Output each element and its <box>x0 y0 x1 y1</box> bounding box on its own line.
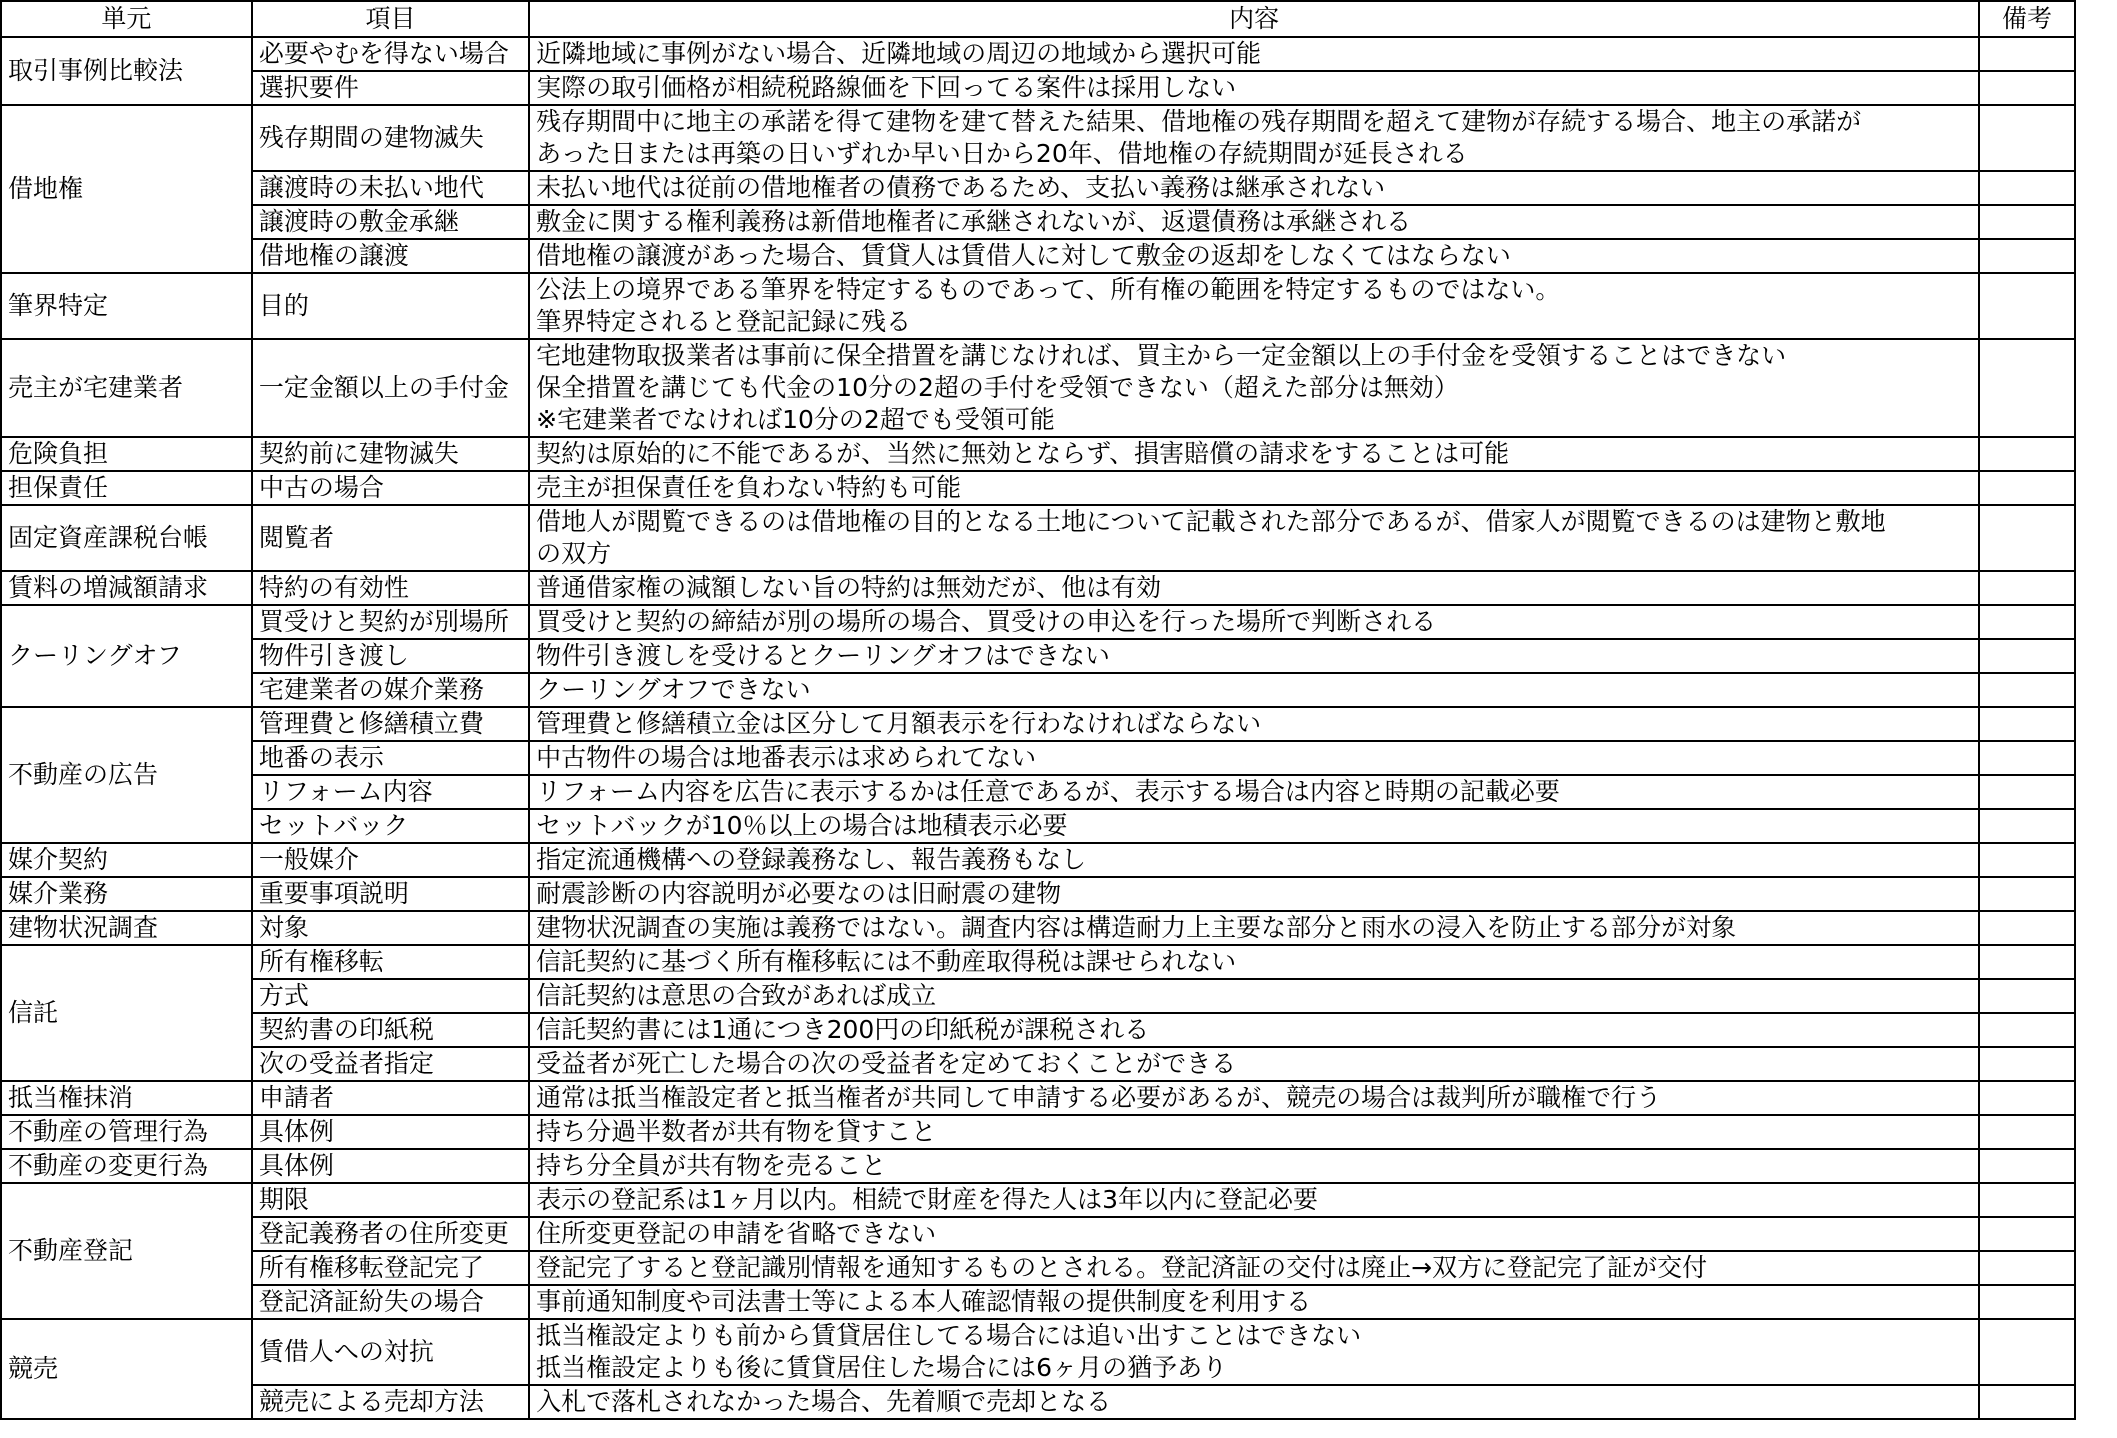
table-row <box>1 707 2075 741</box>
content-cell <box>529 1013 1979 1047</box>
note-cell <box>1979 1251 2075 1285</box>
table-row <box>1 571 2075 605</box>
unit-cell: 建物状況調査 <box>1 911 252 945</box>
item-cell: 買受けと契約が別場所 <box>252 605 529 639</box>
note-cell <box>1979 239 2075 273</box>
table-row <box>1 605 2075 639</box>
note-cell <box>1979 741 2075 775</box>
content-cell <box>529 71 1979 105</box>
header-unit: 単元 <box>1 1 252 37</box>
table-row <box>1 471 2075 505</box>
table-row <box>1 1285 2075 1319</box>
table-row <box>1 239 2075 273</box>
item-cell: 登記義務者の住所変更 <box>252 1217 529 1251</box>
item-cell: 一定金額以上の手付金 <box>252 339 529 437</box>
note-cell <box>1979 707 2075 741</box>
table-row <box>1 1081 2075 1115</box>
table-row <box>1 1251 2075 1285</box>
content-line: 残存期間中に地主の承諾を得て建物を建て替えた結果、借地権の残存期間を超えて建物が存続する場合、地主の承諾が <box>536 107 1862 136</box>
note-cell <box>1979 1385 2075 1419</box>
note-cell <box>1979 273 2075 339</box>
item-cell: 借地権の譲渡 <box>252 239 529 273</box>
content-cell <box>529 1385 1979 1419</box>
item-cell: 所有権移転登記完了 <box>252 1251 529 1285</box>
note-cell <box>1979 1149 2075 1183</box>
content-cell <box>529 605 1979 639</box>
unit-cell: 媒介業務 <box>1 877 252 911</box>
content-line: 中古物件の場合は地番表示は求められてない <box>536 743 1037 772</box>
content-cell <box>529 571 1979 605</box>
item-cell: 契約前に建物滅失 <box>252 437 529 471</box>
content-line: 物件引き渡しを受けるとクーリングオフはできない <box>536 641 1110 670</box>
item-cell: 管理費と修繕積立費 <box>252 707 529 741</box>
item-cell: 賃借人への対抗 <box>252 1319 529 1385</box>
content-line: あった日または再築の日いずれか早い日から20年、借地権の存続期間が延長される <box>536 139 1468 168</box>
unit-cell: 危険負担 <box>1 437 252 471</box>
table-body <box>1 37 2075 1419</box>
item-cell: 競売による売却方法 <box>252 1385 529 1419</box>
content-line: 抵当権設定よりも前から賃貸居住してる場合には追い出すことはできない <box>536 1321 1362 1350</box>
item-cell: 所有権移転 <box>252 945 529 979</box>
content-cell <box>529 437 1979 471</box>
content-line: 管理費と修繕積立金は区分して月額表示を行わなければならない <box>536 709 1262 738</box>
content-line: 登記完了すると登記識別情報を通知するものとされる。登記済証の交付は廃止→双方に登記完了証が交付 <box>536 1253 1708 1282</box>
note-cell <box>1979 605 2075 639</box>
content-line: 実際の取引価格が相続税路線価を下回ってる案件は採用しない <box>536 73 1237 102</box>
table-row <box>1 205 2075 239</box>
table-row <box>1 1385 2075 1419</box>
content-line: 事前通知制度や司法書士等による本人確認情報の提供制度を利用する <box>536 1287 1312 1316</box>
unit-cell: 信託 <box>1 945 252 1081</box>
table-row <box>1 105 2075 171</box>
table-row <box>1 171 2075 205</box>
content-line: 信託契約書には1通につき200円の印紙税が課税される <box>536 1015 1150 1044</box>
content-line: 信託契約に基づく所有権移転には不動産取得税は課せられない <box>536 947 1237 976</box>
item-cell: 宅建業者の媒介業務 <box>252 673 529 707</box>
note-cell <box>1979 1047 2075 1081</box>
item-cell: 方式 <box>252 979 529 1013</box>
content-line: の双方 <box>536 539 612 568</box>
content-cell <box>529 945 1979 979</box>
content-line: 表示の登記系は1ヶ月以内。相続で財産を得た人は3年以内に登記必要 <box>536 1185 1318 1214</box>
unit-cell: 賃料の増減額請求 <box>1 571 252 605</box>
note-cell <box>1979 877 2075 911</box>
content-line: 敷金に関する権利義務は新借地権者に承継されないが、返還債務は承継される <box>536 207 1412 236</box>
table-row <box>1 1183 2075 1217</box>
note-cell <box>1979 945 2075 979</box>
table-row <box>1 437 2075 471</box>
content-line: 未払い地代は従前の借地権者の債務であるため、支払い義務は継承されない <box>536 173 1386 202</box>
content-cell <box>529 911 1979 945</box>
content-cell <box>529 1081 1979 1115</box>
item-cell: 具体例 <box>252 1149 529 1183</box>
item-cell: 譲渡時の未払い地代 <box>252 171 529 205</box>
table-row <box>1 843 2075 877</box>
note-cell <box>1979 1217 2075 1251</box>
content-cell <box>529 1183 1979 1217</box>
table-row <box>1 1115 2075 1149</box>
item-cell: 期限 <box>252 1183 529 1217</box>
note-cell <box>1979 171 2075 205</box>
content-line: クーリングオフできない <box>536 675 811 704</box>
content-cell <box>529 809 1979 843</box>
header-row <box>1 1 2075 37</box>
content-line: 通常は抵当権設定者と抵当権者が共同して申請する必要があるが、競売の場合は裁判所が職権で行う <box>536 1083 1662 1112</box>
note-cell <box>1979 1285 2075 1319</box>
item-cell: 特約の有効性 <box>252 571 529 605</box>
table-row <box>1 673 2075 707</box>
header-item: 項目 <box>252 1 529 37</box>
table-row <box>1 1149 2075 1183</box>
table-row <box>1 911 2075 945</box>
note-cell <box>1979 775 2075 809</box>
content-cell <box>529 1251 1979 1285</box>
content-cell <box>529 1047 1979 1081</box>
table-row <box>1 1013 2075 1047</box>
note-cell <box>1979 1319 2075 1385</box>
note-cell <box>1979 571 2075 605</box>
unit-cell: 不動産の変更行為 <box>1 1149 252 1183</box>
content-line: 契約は原始的に不能であるが、当然に無効とならず、損害賠償の請求をすることは可能 <box>536 439 1510 468</box>
unit-cell: 固定資産課税台帳 <box>1 505 252 571</box>
unit-cell: 競売 <box>1 1319 252 1419</box>
content-line: 買受けと契約の締結が別の場所の場合、買受けの申込を行った場所で判断される <box>536 607 1437 636</box>
item-cell: 契約書の印紙税 <box>252 1013 529 1047</box>
table-row <box>1 741 2075 775</box>
unit-cell: クーリングオフ <box>1 605 252 707</box>
note-cell <box>1979 1115 2075 1149</box>
content-line: 持ち分過半数者が共有物を貸すこと <box>536 1117 937 1146</box>
content-line: セットバックが10％以上の場合は地積表示必要 <box>536 811 1068 840</box>
header-note: 備考 <box>1979 1 2075 37</box>
item-cell: 重要事項説明 <box>252 877 529 911</box>
item-cell: 申請者 <box>252 1081 529 1115</box>
table-row <box>1 71 2075 105</box>
note-cell <box>1979 1013 2075 1047</box>
unit-cell: 不動産の管理行為 <box>1 1115 252 1149</box>
content-line: 信託契約は意思の合致があれば成立 <box>536 981 937 1010</box>
item-cell: 目的 <box>252 273 529 339</box>
note-cell <box>1979 911 2075 945</box>
unit-cell: 抵当権抹消 <box>1 1081 252 1115</box>
item-cell: 一般媒介 <box>252 843 529 877</box>
content-line: 建物状況調査の実施は義務ではない。調査内容は構造耐力上主要な部分と雨水の浸入を防止する部分が対象 <box>536 913 1737 942</box>
note-cell <box>1979 809 2075 843</box>
note-cell <box>1979 639 2075 673</box>
content-cell <box>529 339 1979 437</box>
item-cell: 閲覧者 <box>252 505 529 571</box>
item-cell: 必要やむを得ない場合 <box>252 37 529 71</box>
item-cell: 中古の場合 <box>252 471 529 505</box>
content-cell <box>529 1319 1979 1385</box>
note-cell <box>1979 71 2075 105</box>
unit-cell: 借地権 <box>1 105 252 273</box>
content-line: 宅地建物取扱業者は事前に保全措置を講じなければ、買主から一定金額以上の手付金を受領することはできない <box>536 341 1787 370</box>
content-line: 保全措置を講じても代金の10分の2超の手付を受領できない（超えた部分は無効） <box>536 373 1459 402</box>
item-cell: 登記済証紛失の場合 <box>252 1285 529 1319</box>
content-line: ※宅建業者でなければ10分の2超でも受領可能 <box>536 405 1055 434</box>
table-row <box>1 945 2075 979</box>
content-cell <box>529 471 1979 505</box>
content-cell <box>529 1115 1979 1149</box>
unit-cell: 担保責任 <box>1 471 252 505</box>
unit-cell: 売主が宅建業者 <box>1 339 252 437</box>
content-cell <box>529 273 1979 339</box>
content-cell <box>529 37 1979 71</box>
note-cell <box>1979 979 2075 1013</box>
table-row <box>1 979 2075 1013</box>
note-cell <box>1979 437 2075 471</box>
unit-cell: 媒介契約 <box>1 843 252 877</box>
content-line: 借地人が閲覧できるのは借地権の目的となる土地について記載された部分であるが、借家人が閲覧できるのは建物と敷地 <box>536 507 1886 536</box>
item-cell: 地番の表示 <box>252 741 529 775</box>
note-cell <box>1979 1081 2075 1115</box>
content-cell <box>529 673 1979 707</box>
content-line: 抵当権設定よりも後に賃貸居住した場合には6ヶ月の猶予あり <box>536 1353 1228 1382</box>
table-row <box>1 1047 2075 1081</box>
content-cell <box>529 1285 1979 1319</box>
content-cell <box>529 775 1979 809</box>
content-line: 普通借家権の減額しない旨の特約は無効だが、他は有効 <box>536 573 1162 602</box>
content-cell <box>529 105 1979 171</box>
item-cell: 残存期間の建物滅失 <box>252 105 529 171</box>
content-cell <box>529 707 1979 741</box>
item-cell: 次の受益者指定 <box>252 1047 529 1081</box>
content-cell <box>529 1217 1979 1251</box>
content-line: 近隣地域に事例がない場合、近隣地域の周辺の地域から選択可能 <box>536 39 1262 68</box>
content-line: 公法上の境界である筆界を特定するものであって、所有権の範囲を特定するものではない。 <box>536 275 1561 304</box>
content-line: 指定流通機構への登録義務なし、報告義務もなし <box>536 845 1087 874</box>
content-line: 受益者が死亡した場合の次の受益者を定めておくことができる <box>536 1049 1237 1078</box>
item-cell: 選択要件 <box>252 71 529 105</box>
content-cell <box>529 171 1979 205</box>
note-cell <box>1979 1183 2075 1217</box>
unit-cell: 取引事例比較法 <box>1 37 252 105</box>
content-cell <box>529 741 1979 775</box>
item-cell: セットバック <box>252 809 529 843</box>
header-content: 内容 <box>529 1 1979 37</box>
content-cell <box>529 505 1979 571</box>
note-cell <box>1979 505 2075 571</box>
table-row <box>1 639 2075 673</box>
table-row <box>1 339 2075 437</box>
note-cell <box>1979 339 2075 437</box>
table-row <box>1 37 2075 71</box>
content-line: 住所変更登記の申請を省略できない <box>536 1219 937 1248</box>
content-cell <box>529 205 1979 239</box>
content-cell <box>529 639 1979 673</box>
table-row <box>1 775 2075 809</box>
item-cell: 対象 <box>252 911 529 945</box>
item-cell: リフォーム内容 <box>252 775 529 809</box>
content-line: 借地権の譲渡があった場合、賃貸人は賃借人に対して敷金の返却をしなくてはならない <box>536 241 1511 270</box>
note-cell <box>1979 673 2075 707</box>
unit-cell: 不動産登記 <box>1 1183 252 1319</box>
content-cell <box>529 239 1979 273</box>
table-row <box>1 809 2075 843</box>
note-cell <box>1979 105 2075 171</box>
item-cell: 譲渡時の敷金承継 <box>252 205 529 239</box>
unit-cell: 不動産の広告 <box>1 707 252 843</box>
content-cell <box>529 979 1979 1013</box>
unit-cell: 筆界特定 <box>1 273 252 339</box>
note-cell <box>1979 843 2075 877</box>
note-cell <box>1979 471 2075 505</box>
content-line: 売主が担保責任を負わない特約も可能 <box>536 473 962 502</box>
content-line: リフォーム内容を広告に表示するかは任意であるが、表示する場合は内容と時期の記載必要 <box>536 777 1560 806</box>
table-row <box>1 1217 2075 1251</box>
table-row <box>1 877 2075 911</box>
note-cell <box>1979 37 2075 71</box>
item-cell: 具体例 <box>252 1115 529 1149</box>
content-cell <box>529 1149 1979 1183</box>
table-row <box>1 505 2075 571</box>
note-cell <box>1979 205 2075 239</box>
content-line: 持ち分全員が共有物を売ること <box>536 1151 887 1180</box>
content-line: 入札で落札されなかった場合、先着順で売却となる <box>536 1387 1112 1416</box>
content-line: 筆界特定されると登記記録に残る <box>536 307 912 336</box>
table-row <box>1 273 2075 339</box>
content-cell <box>529 877 1979 911</box>
item-cell: 物件引き渡し <box>252 639 529 673</box>
table-row <box>1 1319 2075 1385</box>
content-cell <box>529 843 1979 877</box>
content-line: 耐震診断の内容説明が必要なのは旧耐震の建物 <box>536 879 1062 908</box>
